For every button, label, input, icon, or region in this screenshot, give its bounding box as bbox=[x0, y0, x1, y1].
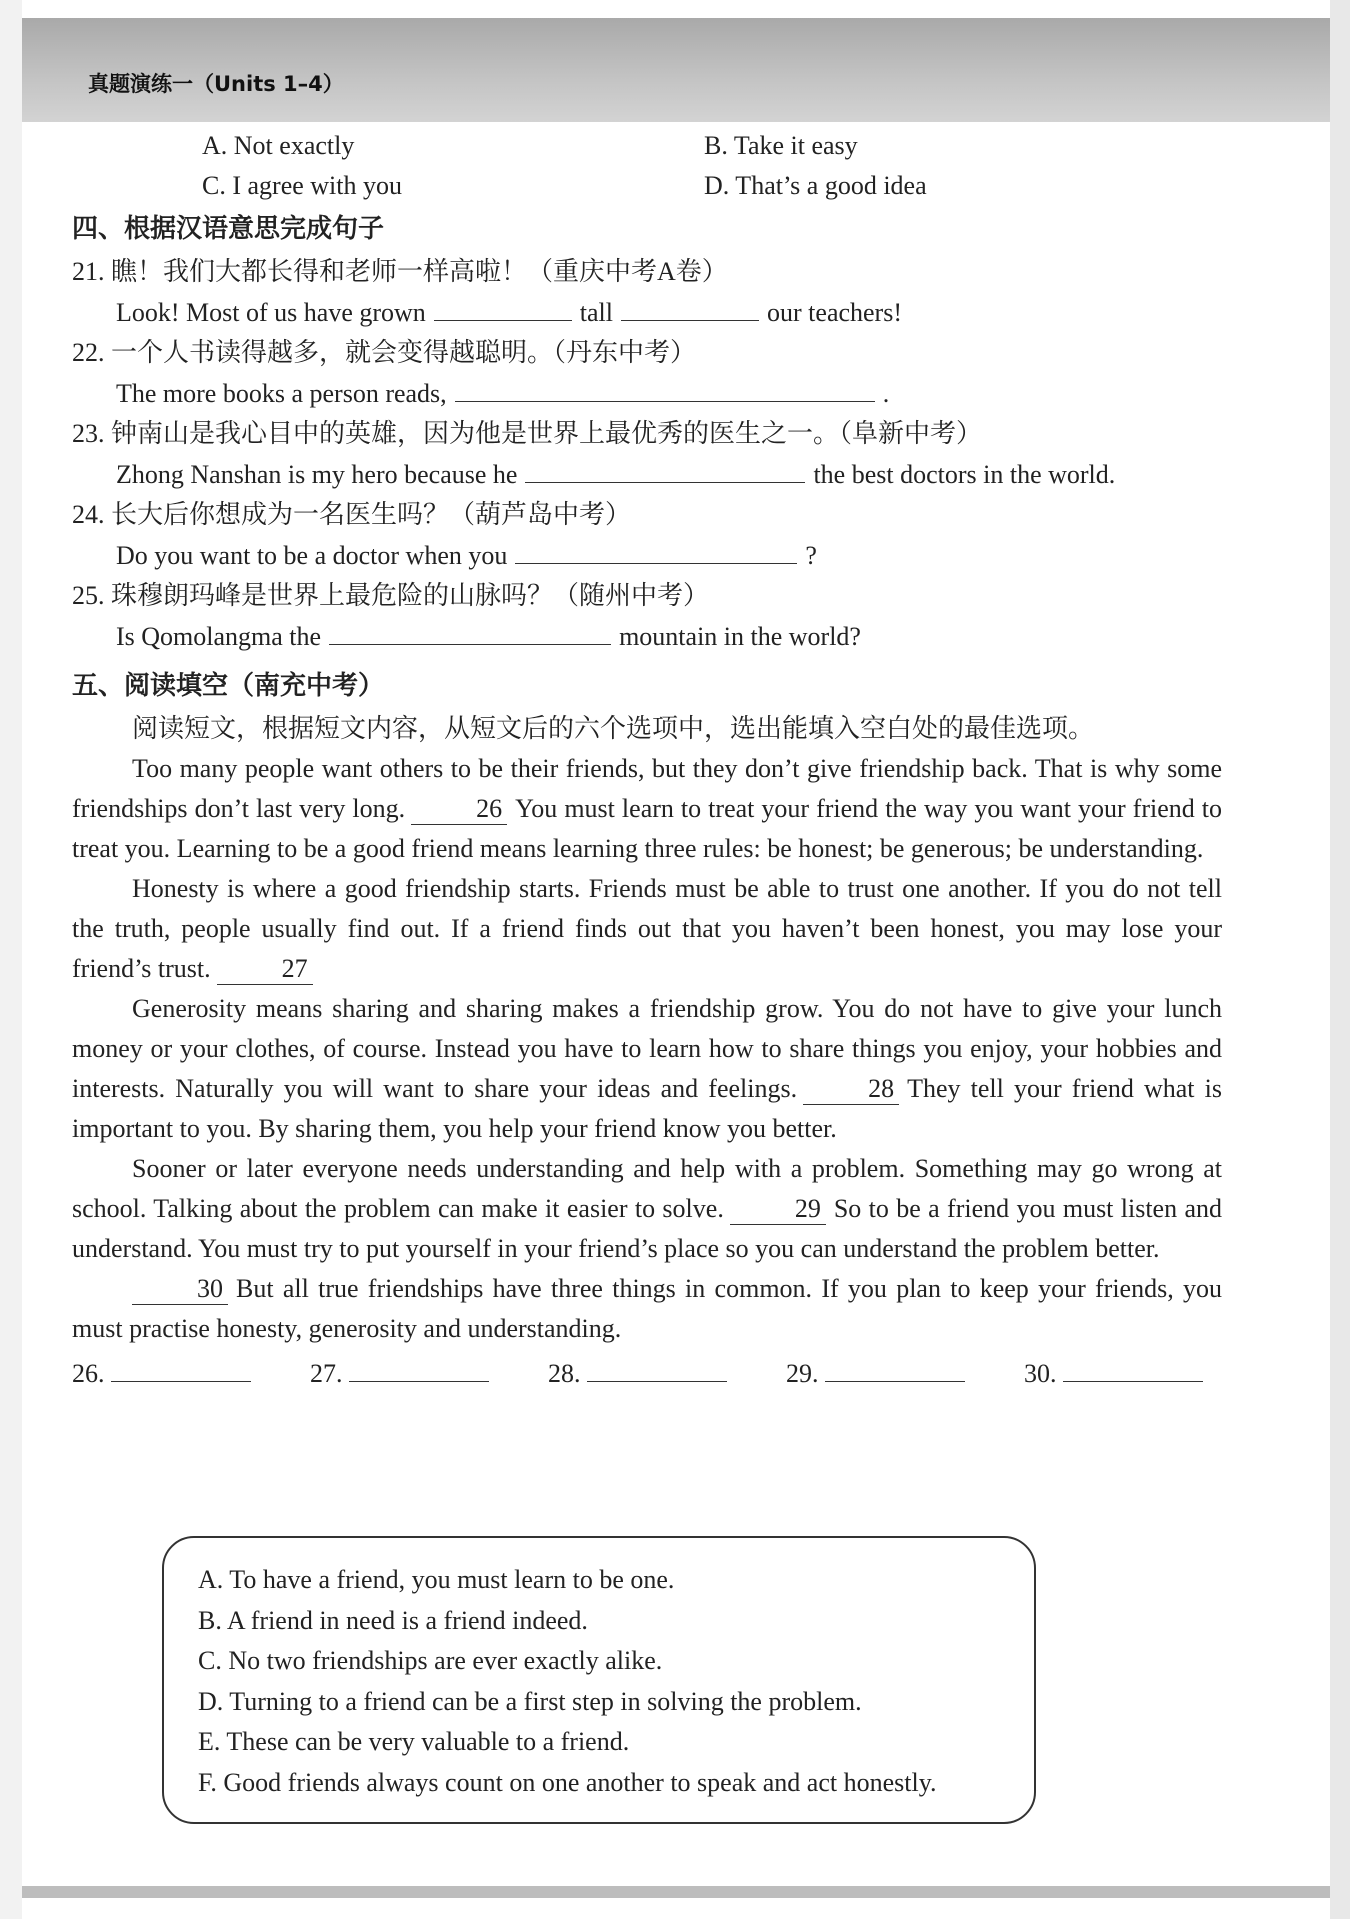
page-header bbox=[22, 18, 1330, 122]
answer-26 bbox=[72, 1353, 251, 1394]
answer-line-30[interactable] bbox=[1063, 1353, 1203, 1382]
q22-text-a: The more books a person reads, bbox=[116, 379, 447, 408]
option-c-sentence: C. No two friendships are ever exactly alike. bbox=[198, 1646, 663, 1675]
option-b: B. Take it easy bbox=[704, 131, 858, 160]
q21-chinese: 21. 瞧！我们大都长得和老师一样高啦！（重庆中考A卷） bbox=[72, 257, 728, 286]
blank-26[interactable]: 26 bbox=[411, 794, 507, 825]
option-e-sentence: E. These can be very valuable to a friend. bbox=[198, 1727, 630, 1756]
header-title: 真题演练一（Units 1–4） bbox=[88, 72, 344, 96]
q25-blank[interactable] bbox=[329, 616, 611, 645]
q21-text-b: tall bbox=[579, 298, 614, 327]
q23-text-a: Zhong Nanshan is my hero because he bbox=[116, 460, 518, 489]
options-box bbox=[162, 1536, 1036, 1824]
p5-text-b: But all true friendships have three things in common. If you plan to keep your friends, you must practise honesty, generosity and understanding. bbox=[72, 1274, 1222, 1343]
option-a-sentence: A. To have a friend, you must learn to be one. bbox=[198, 1565, 675, 1594]
answer-row bbox=[72, 1353, 1222, 1403]
section-4-title: 四、根据汉语意思完成句子 bbox=[72, 214, 385, 244]
q22-english bbox=[72, 373, 1222, 414]
answer-27 bbox=[310, 1353, 489, 1394]
option-a: A. Not exactly bbox=[202, 131, 355, 160]
q24-blank[interactable] bbox=[515, 535, 797, 564]
p1-text-a: Too many people want others to be their friends, but they don’t give friendship back. That is why some friendships don’t last very long. bbox=[72, 754, 1222, 823]
option-c: C. I agree with you bbox=[202, 171, 403, 200]
page-edge-right bbox=[1330, 0, 1350, 1919]
options-row-2 bbox=[72, 166, 1222, 206]
answer-28 bbox=[548, 1353, 727, 1394]
paragraph-4 bbox=[72, 1149, 1222, 1269]
q23-text-b: the best doctors in the world. bbox=[813, 460, 1116, 489]
q21-blank-1[interactable] bbox=[434, 292, 572, 321]
p3-text-b: They tell your friend what is important to you. By sharing them, you help your friend know you better. bbox=[72, 1074, 1222, 1143]
answer-line-26[interactable] bbox=[111, 1353, 251, 1382]
q25-text-b: mountain in the world? bbox=[619, 622, 861, 651]
option-d: D. That’s a good idea bbox=[704, 171, 927, 200]
p1-text-b: You must learn to treat your friend the way you want your friend to treat you. Learning to be a good friend means learning three rules: be honest; be generous; be understanding. bbox=[72, 794, 1222, 863]
q24-text-a: Do you want to be a doctor when you bbox=[116, 541, 508, 570]
q21-text-c: our teachers! bbox=[767, 298, 902, 327]
q24-english bbox=[72, 535, 1222, 576]
page-bottom-edge bbox=[22, 1886, 1330, 1898]
q21-english bbox=[72, 292, 1222, 333]
q21-blank-2[interactable] bbox=[621, 292, 759, 321]
paragraph-5 bbox=[72, 1269, 1222, 1349]
q24-end: ? bbox=[805, 541, 817, 570]
option-f-sentence: F. Good friends always count on one another to speak and act honestly. bbox=[198, 1767, 937, 1797]
section-5-title: 五、阅读填空（南充中考） bbox=[72, 671, 385, 701]
answer-line-27[interactable] bbox=[349, 1353, 489, 1382]
q23-chinese: 23. 钟南山是我心目中的英雄，因为他是世界上最优秀的医生之一。（阜新中考） bbox=[72, 419, 983, 448]
answer-line-29[interactable] bbox=[825, 1353, 965, 1382]
answer-label-28: 28. bbox=[548, 1359, 581, 1388]
options-row-1 bbox=[72, 126, 1222, 166]
option-b-sentence: B. A friend in need is a friend indeed. bbox=[198, 1605, 588, 1635]
q25-text-a: Is Qomolangma the bbox=[116, 622, 322, 651]
p2-text-a: Honesty is where a good friendship starts. Friends must be able to trust one another. If you do not tell the truth, people usually find out. If a friend finds out that you haven’t been honest, you may lose your friend’s trust. bbox=[72, 874, 1222, 983]
blank-29[interactable]: 29 bbox=[730, 1194, 826, 1225]
p4-text-b: So to be a friend you must listen and understand. You must try to put yourself in your friend’s place so you can understand the problem better. bbox=[72, 1194, 1223, 1263]
answer-label-27: 27. bbox=[310, 1359, 343, 1388]
q22-end: . bbox=[882, 379, 890, 408]
option-d-sentence: D. Turning to a friend can be a first step in solving the problem. bbox=[198, 1686, 862, 1716]
blank-28[interactable]: 28 bbox=[803, 1074, 899, 1105]
p4-text-a: Sooner or later everyone needs understanding and help with a problem. Something may go wrong at school. Talking about the problem can make it easier to solve. bbox=[72, 1154, 1222, 1223]
worksheet-content bbox=[72, 126, 1222, 1403]
q25-english bbox=[72, 616, 1222, 657]
blank-30[interactable]: 30 bbox=[132, 1274, 228, 1305]
paragraph-2 bbox=[72, 869, 1222, 989]
answer-label-30: 30. bbox=[1024, 1359, 1057, 1388]
answer-30 bbox=[1024, 1353, 1203, 1394]
q24-chinese: 24. 长大后你想成为一名医生吗？（葫芦岛中考） bbox=[72, 500, 632, 529]
page-edge-left bbox=[0, 0, 22, 1919]
answer-line-28[interactable] bbox=[587, 1353, 727, 1382]
q22-blank[interactable] bbox=[455, 373, 875, 402]
blank-27[interactable]: 27 bbox=[217, 954, 313, 985]
answer-29 bbox=[786, 1353, 965, 1394]
q23-english bbox=[72, 454, 1222, 495]
paragraph-3 bbox=[72, 989, 1222, 1149]
p3-text-a: Generosity means sharing and sharing makes a friendship grow. You do not have to give your lunch money or your clothes, of course. Instead you have to learn how to share things you enjoy, your hobbies and interests. Naturally you will want to share your ideas and feelings. bbox=[72, 994, 1222, 1103]
q21-text-a: Look! Most of us have grown bbox=[116, 298, 426, 327]
answer-label-29: 29. bbox=[786, 1359, 819, 1388]
q22-chinese: 22. 一个人书读得越多，就会变得越聪明。（丹东中考） bbox=[72, 338, 697, 367]
paragraph-1 bbox=[72, 749, 1222, 869]
q25-chinese: 25. 珠穆朗玛峰是世界上最危险的山脉吗？（随州中考） bbox=[72, 581, 710, 610]
answer-label-26: 26. bbox=[72, 1359, 105, 1388]
reading-instruction: 阅读短文，根据短文内容，从短文后的六个选项中，选出能填入空白处的最佳选项。 bbox=[132, 714, 1095, 743]
q23-blank[interactable] bbox=[525, 454, 805, 483]
